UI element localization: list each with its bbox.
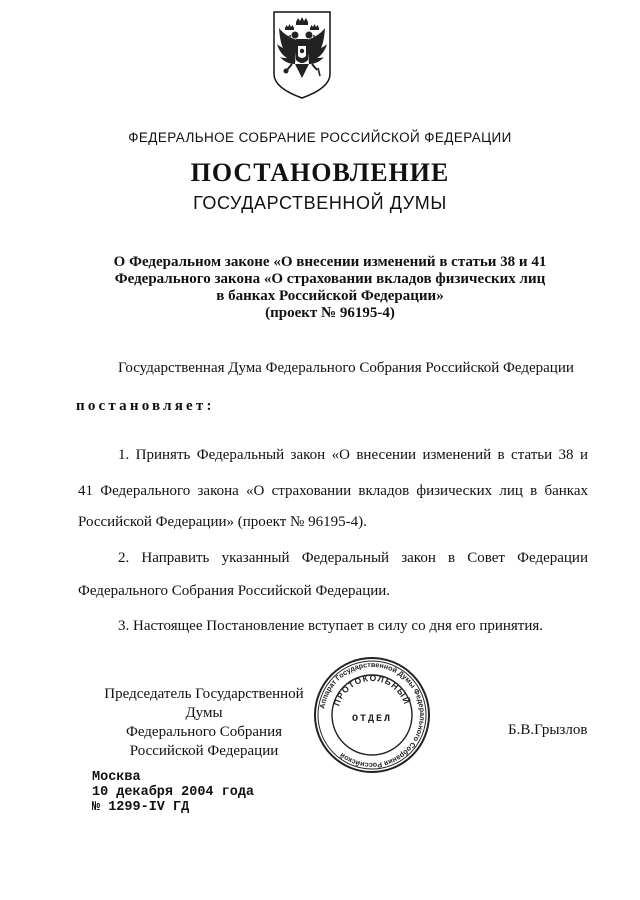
- document-type: ПОСТАНОВЛЕНИЕ: [190, 158, 450, 187]
- subject-line: Федерального закона «О страховании вкладов физических лиц: [114, 271, 546, 287]
- item-3-line: 3. Настоящее Постановление вступает в силу со дня его принятия.: [118, 618, 544, 634]
- document-footer: [92, 770, 254, 815]
- issuing-body: ГОСУДАРСТВЕННОЙ ДУМЫ: [193, 193, 447, 213]
- stamp-center-text: ОТДЕЛ: [351, 714, 393, 725]
- intro-paragraph: Государственная Дума Федерального Собрания Российской Федерации: [118, 360, 574, 376]
- date: 10 декабря 2004 года: [92, 785, 255, 800]
- signatory-position: [84, 685, 324, 761]
- subject-line: О Федеральном законе «О внесении изменений в статьи 38 и 41: [113, 254, 547, 270]
- city: Москва: [92, 770, 141, 785]
- position-line: Федерального Собрания: [125, 724, 283, 740]
- subject-line: (проект № 96195-4): [265, 305, 395, 321]
- stamp-inner-text: ПРОТОКОЛЬНЫЙ: [331, 672, 413, 708]
- official-stamp: [312, 655, 432, 775]
- russian-coat-of-arms-icon: [271, 8, 333, 100]
- signatory-name: Б.В.Грызлов: [508, 722, 588, 738]
- position-line: Российской Федерации: [129, 743, 279, 759]
- item-2-line: Федерального Собрания Российской Федерации.: [78, 583, 391, 599]
- parliament-name: ФЕДЕРАЛЬНОЕ СОБРАНИЕ РОССИЙСКОЙ ФЕДЕРАЦИИ: [128, 130, 512, 145]
- item-1-line: 41 Федерального закона «О страховании вкладов физических лиц в банках: [78, 483, 588, 499]
- document-number: № 1299-IV ГД: [92, 800, 190, 815]
- subject-line: в банках Российской Федерации»: [216, 288, 444, 304]
- item-1-line: 1. Принять Федеральный закон «О внесении изменений в статьи 38 и: [118, 447, 588, 463]
- stamp-outer-text: Аппарат Государственной Думы Федерального Собрания Российской: [317, 659, 428, 771]
- position-line: Председатель Государственной Думы: [104, 686, 304, 721]
- resolves-word: постановляет:: [76, 398, 215, 414]
- item-2-line: 2. Направить указанный Федеральный закон в Совет Федерации: [118, 550, 588, 566]
- item-1-line: Российской Федерации» (проект № 96195-4).: [78, 514, 367, 530]
- document-subject: [70, 254, 590, 322]
